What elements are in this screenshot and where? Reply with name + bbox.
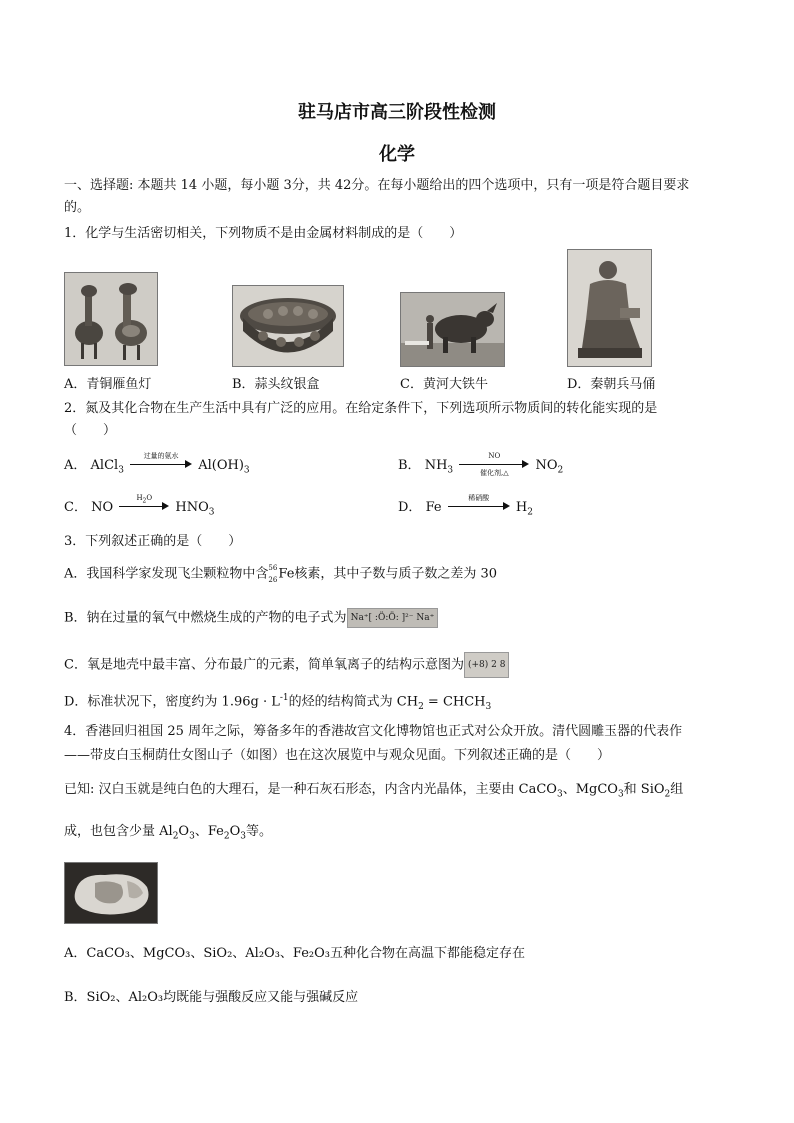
q2-a-condition: 过量的氨水: [143, 451, 179, 460]
q2-b-prefix: B．: [398, 458, 421, 473]
section-instructions: 一、选择题: 本题共 14 小题，每小题 3分，共 42分。在每小题给出的四个选项中，只有一项是符合题目要求: [64, 178, 690, 193]
q2-stem-cont: （ ）: [64, 423, 117, 438]
electron-formula-image: Na⁺[ :Ö:Ö: ]²⁻ Na⁺: [347, 608, 439, 628]
q2-c-product: $HNO_3$: [175, 500, 215, 518]
q2-b-reactant: $NH_3$: [424, 458, 454, 476]
bronze-lamp-image: [64, 272, 158, 366]
exam-title: 驻马店市高三阶段性检测: [298, 102, 496, 123]
q2-b-condition: NO: [488, 451, 501, 460]
q4-option-b: B．SiO₂、Al₂O₃均既能与强酸反应又能与强碱反应: [64, 990, 359, 1005]
q4-stem: 4．香港回归祖国 25 周年之际，筹备多年的香港故宫文化博物馆也正式对公众开放。清代圆雕玉器的代表作: [64, 724, 683, 739]
q2-a-product: $Al(OH)_3$: [198, 458, 250, 476]
q2-a-arrow: [130, 451, 192, 474]
q2-a-prefix: A．: [64, 458, 87, 473]
q4-stem-cont: ——带皮白玉桐荫仕女图山子（如图）也在这次展览中与观众见面。下列叙述正确的是（ ）: [64, 748, 611, 763]
q2-d-condition: 稀硝酸: [468, 493, 490, 502]
q1-option-c: C．黄河大铁牛: [400, 377, 488, 392]
q1-option-d: D．秦朝兵马俑: [567, 377, 656, 392]
q1-option-b: B．蒜头纹银盒: [232, 377, 320, 392]
ion-structure-image: (+8) 2 8: [464, 652, 509, 678]
q2-d-reactant: Fe: [425, 500, 442, 515]
terracotta-warrior-image: [567, 249, 652, 367]
q4-known-info-cont: 成，也包含少量 $Al_2O_3$、$Fe_2O_3$等。: [64, 824, 272, 842]
q2-option-c: [64, 493, 384, 523]
jade-carving-image: [64, 862, 158, 924]
iron-ox-image: [400, 292, 505, 367]
q2-d-arrow: [448, 493, 510, 516]
q2-c-arrow: [119, 493, 169, 516]
q2-d-prefix: D．: [398, 500, 422, 515]
q3-option-c: C．氧是地壳中最丰富、分布最广的元素，简单氧离子的结构示意图为 (+8) 2 8: [64, 652, 734, 678]
q2-c-reactant: NO: [91, 500, 114, 515]
q2-c-prefix: C．: [64, 500, 87, 515]
q3-option-b: B．钠在过量的氧气中燃烧生成的产物的电子式为 Na⁺[ :Ö:Ö: ]²⁻ Na⁺: [64, 608, 734, 629]
q4-option-a: A．CaCO₃、MgCO₃、SiO₂、Al₂O₃、Fe₂O₃五种化合物在高温下都能稳定存在: [64, 946, 525, 961]
exam-subject: 化学: [379, 144, 415, 165]
q3-option-d: D．标准状况下，密度约为 $1.96g \cdot L^{-1}$的烃的结构简式为 $CH_2$ = $CHCH_3$: [64, 693, 492, 712]
q1-option-a: A．青铜雁鱼灯: [64, 377, 152, 392]
silver-box-image: [232, 285, 344, 367]
q3-stem: 3．下列叙述正确的是（ ）: [64, 534, 242, 549]
q2-stem: 2．氮及其化合物在生产生活中具有广泛的应用。在给定条件下，下列选项所示物质间的转化能实现的是: [64, 401, 658, 416]
q4-known-info: 已知: 汉白玉就是纯白色的大理石，是一种石灰石形态，内含内光晶体，主要由 CaCO$_3$、MgCO$_3$和 SiO$_2$组: [64, 782, 684, 800]
q2-c-condition: $H_2O$: [136, 493, 153, 504]
q1-stem: 1．化学与生活密切相关，下列物质不是由金属材料制成的是（ ）: [64, 226, 463, 241]
q2-option-a: [64, 451, 384, 481]
nuclide-notation: 56 26: [268, 564, 278, 584]
q2-a-reactant: AlCl$_3$: [90, 458, 124, 476]
q2-option-b: [398, 451, 728, 481]
q2-b-product: $NO_2$: [535, 458, 564, 476]
q2-b-arrow: [459, 451, 529, 477]
q2-option-d: [398, 493, 728, 523]
q2-d-product: $H_2$: [515, 500, 533, 518]
q3-option-a: A．我国科学家发现飞尘颗粒物中含 56 26 Fe核素，其中子数与质子数之差为 30: [64, 564, 498, 584]
section-instructions-cont: 的。: [64, 200, 91, 215]
q2-b-condition-below: 催化剂,△: [479, 468, 509, 477]
